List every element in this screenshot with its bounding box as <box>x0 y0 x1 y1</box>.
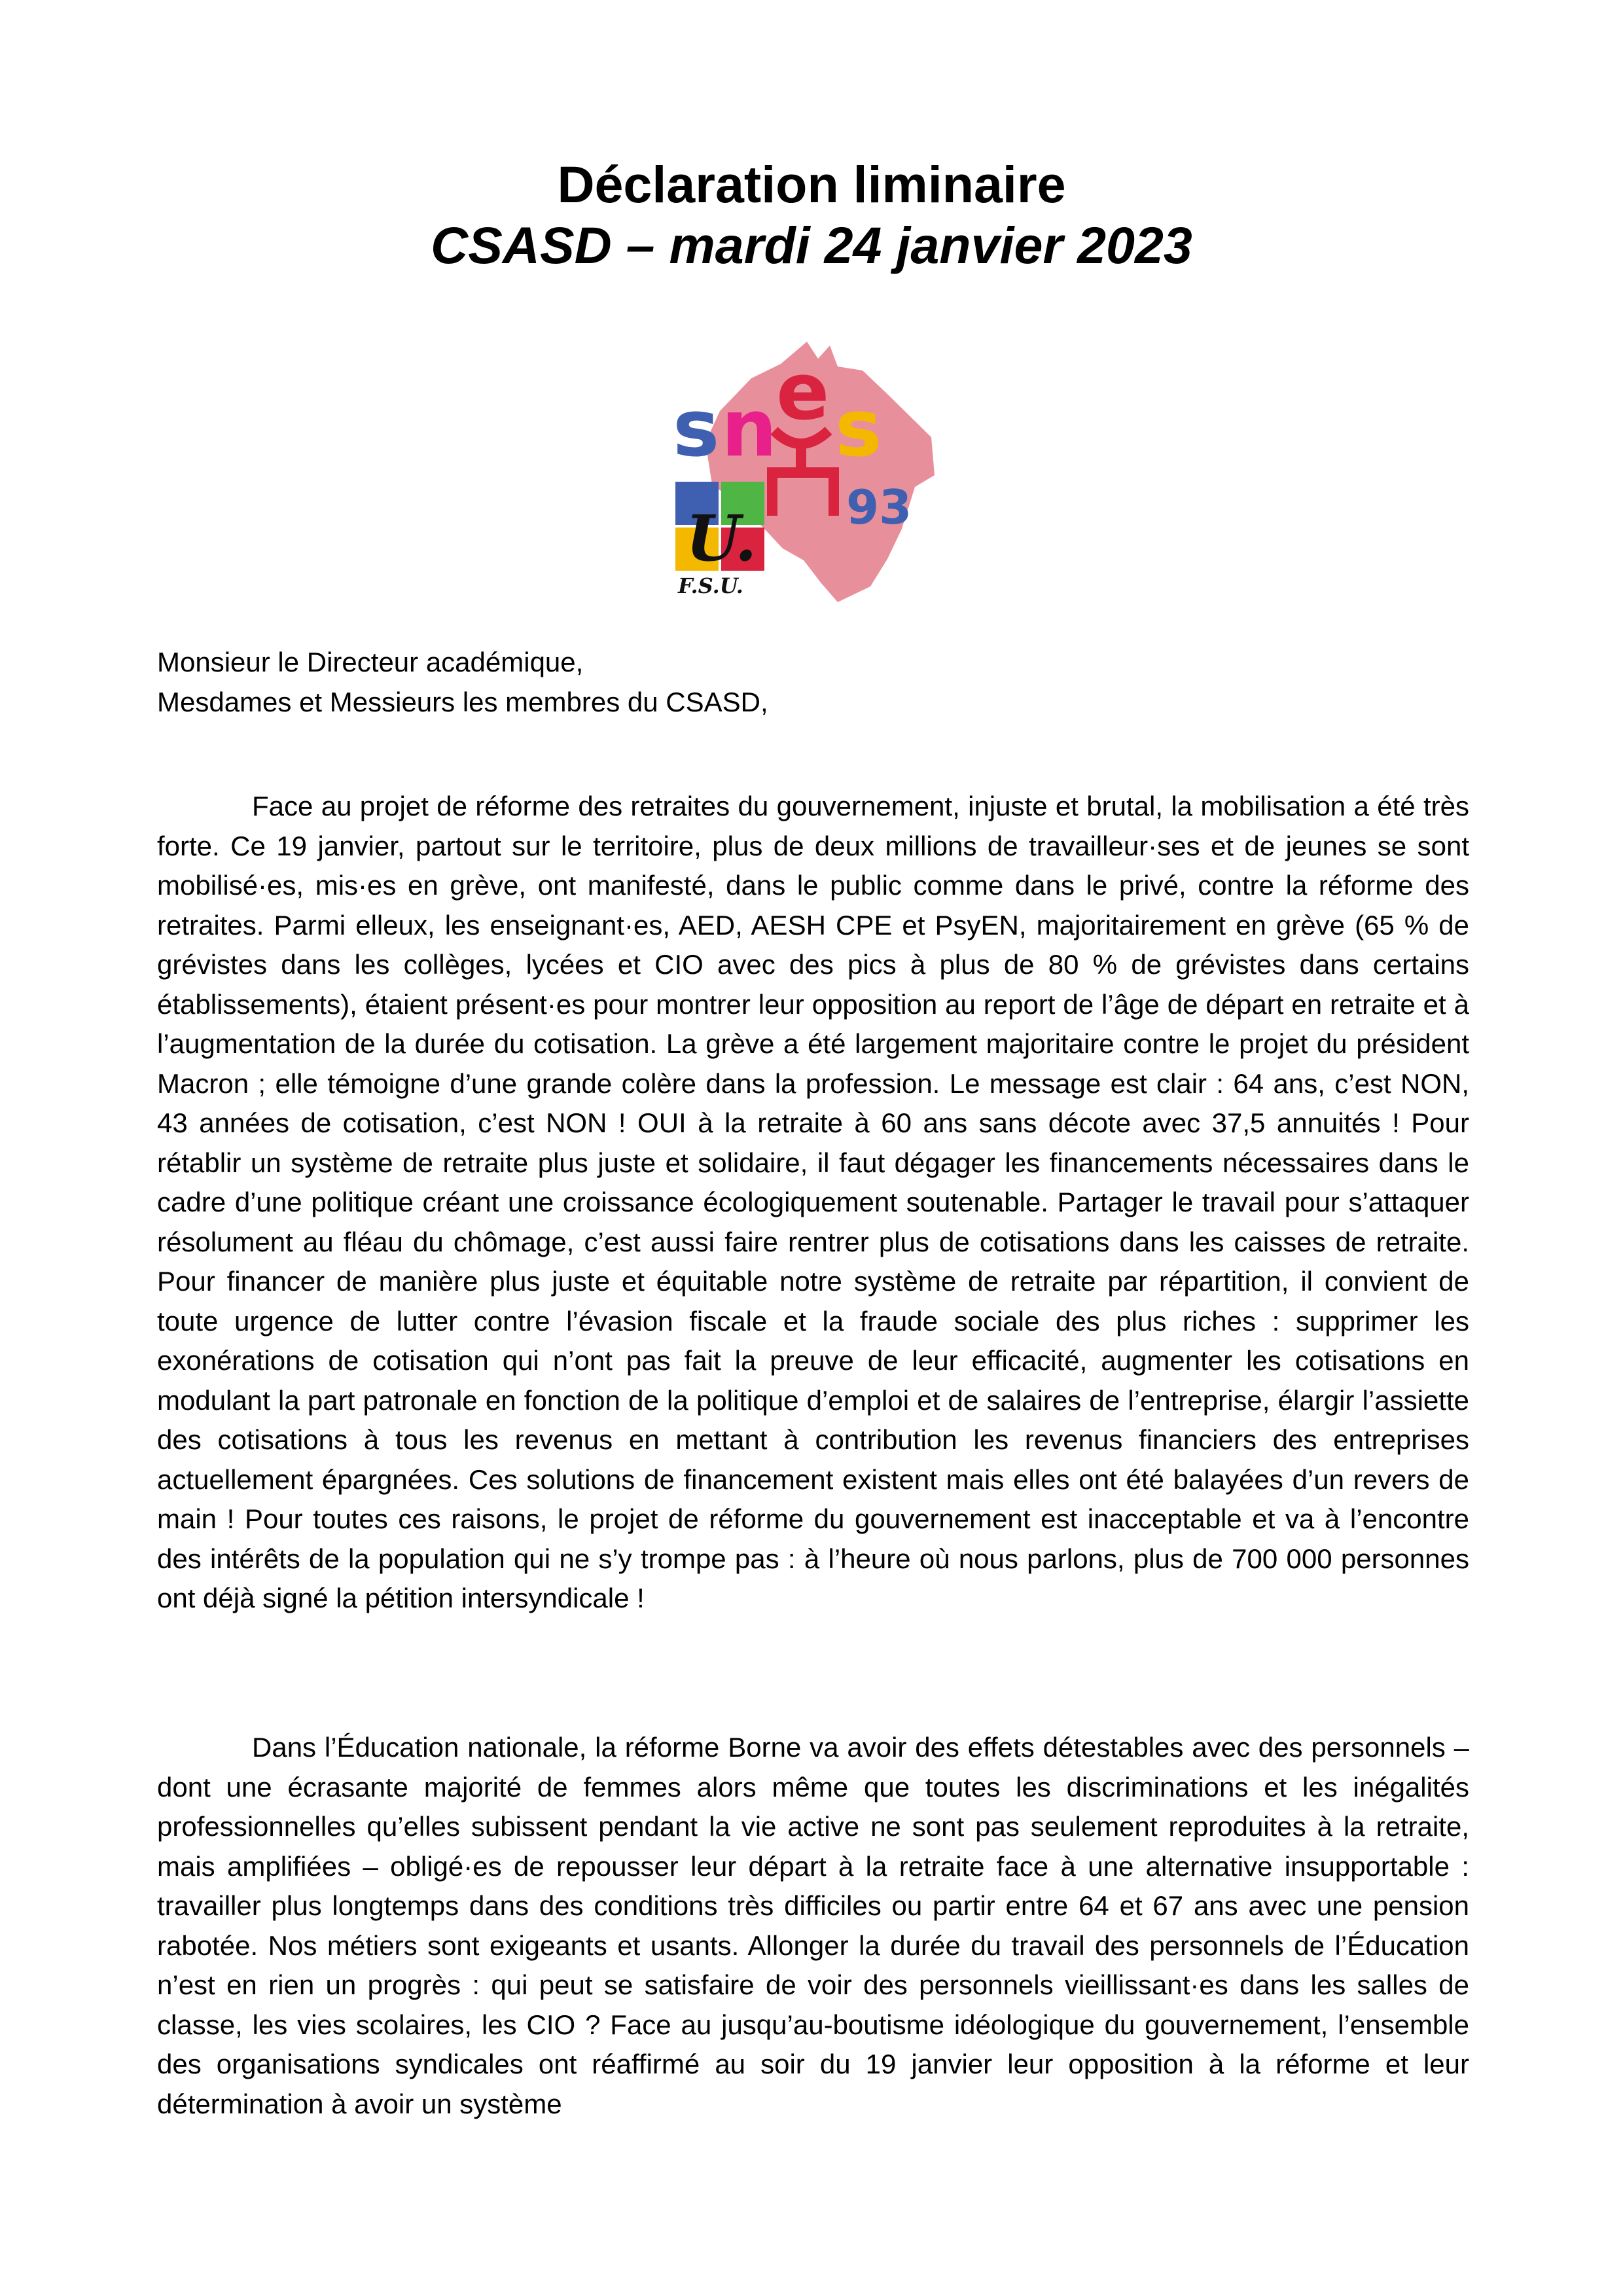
paragraph-1-block <box>157 787 1469 1619</box>
page-subtitle: CSASD – mardi 24 janvier 2023 <box>431 216 1192 274</box>
logo-number: 93 <box>846 480 912 535</box>
logo-letter-s1: s <box>673 384 720 475</box>
paragraph-2-block <box>157 1728 1469 2124</box>
logo-letter-n: n <box>721 384 777 475</box>
paragraph-1: Face au projet de réforme des retraites du gouvernement, injuste et brutal, la mobilisation a été très forte. Ce 19 janvier, partout sur le territoire, plus de deux millions de travailleur·ses et de jeunes se sont mobilisé·es, mis·es en grève, ont manifesté, dans le public comme dans le privé, contre la réforme des retraites. Parmi elleux, les enseignant·es, AED, AESH CPE et PsyEN, majoritairement en grève (65 % de grévistes dans les collèges, lycées et CIO avec des pics à plus de 80 % de grévistes dans certains établissements), étaient présent·es pour montrer leur opposition au report de l’âge de départ en retraite et à l’augmentation de la durée du cotisation. La grève a été largement majoritaire contre le projet du président Macron ; elle témoigne d’une grande colère dans la profession. Le message est clair : 64 ans, c’est NON, 43 années de cotisation, c’est NON ! OUI à la retraite à 60 ans sans décote avec 37,5 annuités ! Pour rétablir un système de retraite plus juste et solidaire, il faut dégager les financements nécessaires dans le cadre d’une politique créant une croissance écologiquement soutenable. Partager le travail pour s’attaquer résolument au fléau du chômage, c’est aussi faire rentrer plus de cotisations dans les caisses de retraite. Pour financer de manière plus juste et équitable notre système de retraite par répartition, il convient de toute urgence de lutter contre l’évasion fiscale et la fraude sociale des plus riches : supprimer les exonérations de cotisation qui n’ont pas fait la preuve de leur efficacité, augmenter les cotisations en modulant la part patronale en fonction de la politique d’emploi et de salaires de l’entreprise, élargir l’assiette des cotisations à tous les revenus en mettant à contribution les revenus financiers des entreprises actuellement épargnées. Ces solutions de financement existent mais elles ont été balayées d’un revers de main ! Pour toutes ces raisons, le projet de réforme du gouvernement est inacceptable et va à l’encontre des intérêts de la population qui ne s’y trompe pas : à l’heure où nous parlons, plus de 700 000 personnes ont déjà signé la pétition intersyndicale ! <box>157 791 1469 1613</box>
salutation-line-1: Monsieur le Directeur académique, <box>157 647 584 677</box>
logo-letter-s2: s <box>835 384 882 475</box>
paragraph-2: Dans l’Éducation nationale, la réforme Borne va avoir des effets détestables avec des personnels – dont une écrasante majorité de femmes alors même que toutes les discriminations et les inégalités professionnelles qu’elles subissent pendant la vie active ne sont pas seulement reproduites à la retraite, mais amplifiées – obligé·es de repousser leur départ à la retraite face à une alternative insupportable : travailler plus longtemps dans des conditions très difficiles ou partir entre 64 et 67 ans avec une pension rabotée. Nos métiers sont exigeants et usants. Allonger la durée du travail des personnels de l’Éducation n’est en rien un progrès : qui peut se satisfaire de voir des personnels vieillissant·es dans les salles de classe, les vies scolaires, les CIO ? Face au jusqu’au-boutisme idéologique du gouvernement, l’ensemble des organisations syndicales ont réaffirmé au soir du 19 janvier leur opposition à la réforme et leur détermination à avoir un système <box>157 1732 1469 2119</box>
logo-union-caption: F.S.U. <box>678 573 743 598</box>
salutation <box>157 643 1469 722</box>
logo-letter-e: e <box>776 347 830 438</box>
snes-fsu-93-logo <box>666 332 948 602</box>
page-title: Déclaration liminaire <box>557 155 1066 213</box>
salutation-line-2: Mesdames et Messieurs les membres du CSASD, <box>157 686 768 717</box>
logo-union-letter: U. <box>686 501 757 575</box>
